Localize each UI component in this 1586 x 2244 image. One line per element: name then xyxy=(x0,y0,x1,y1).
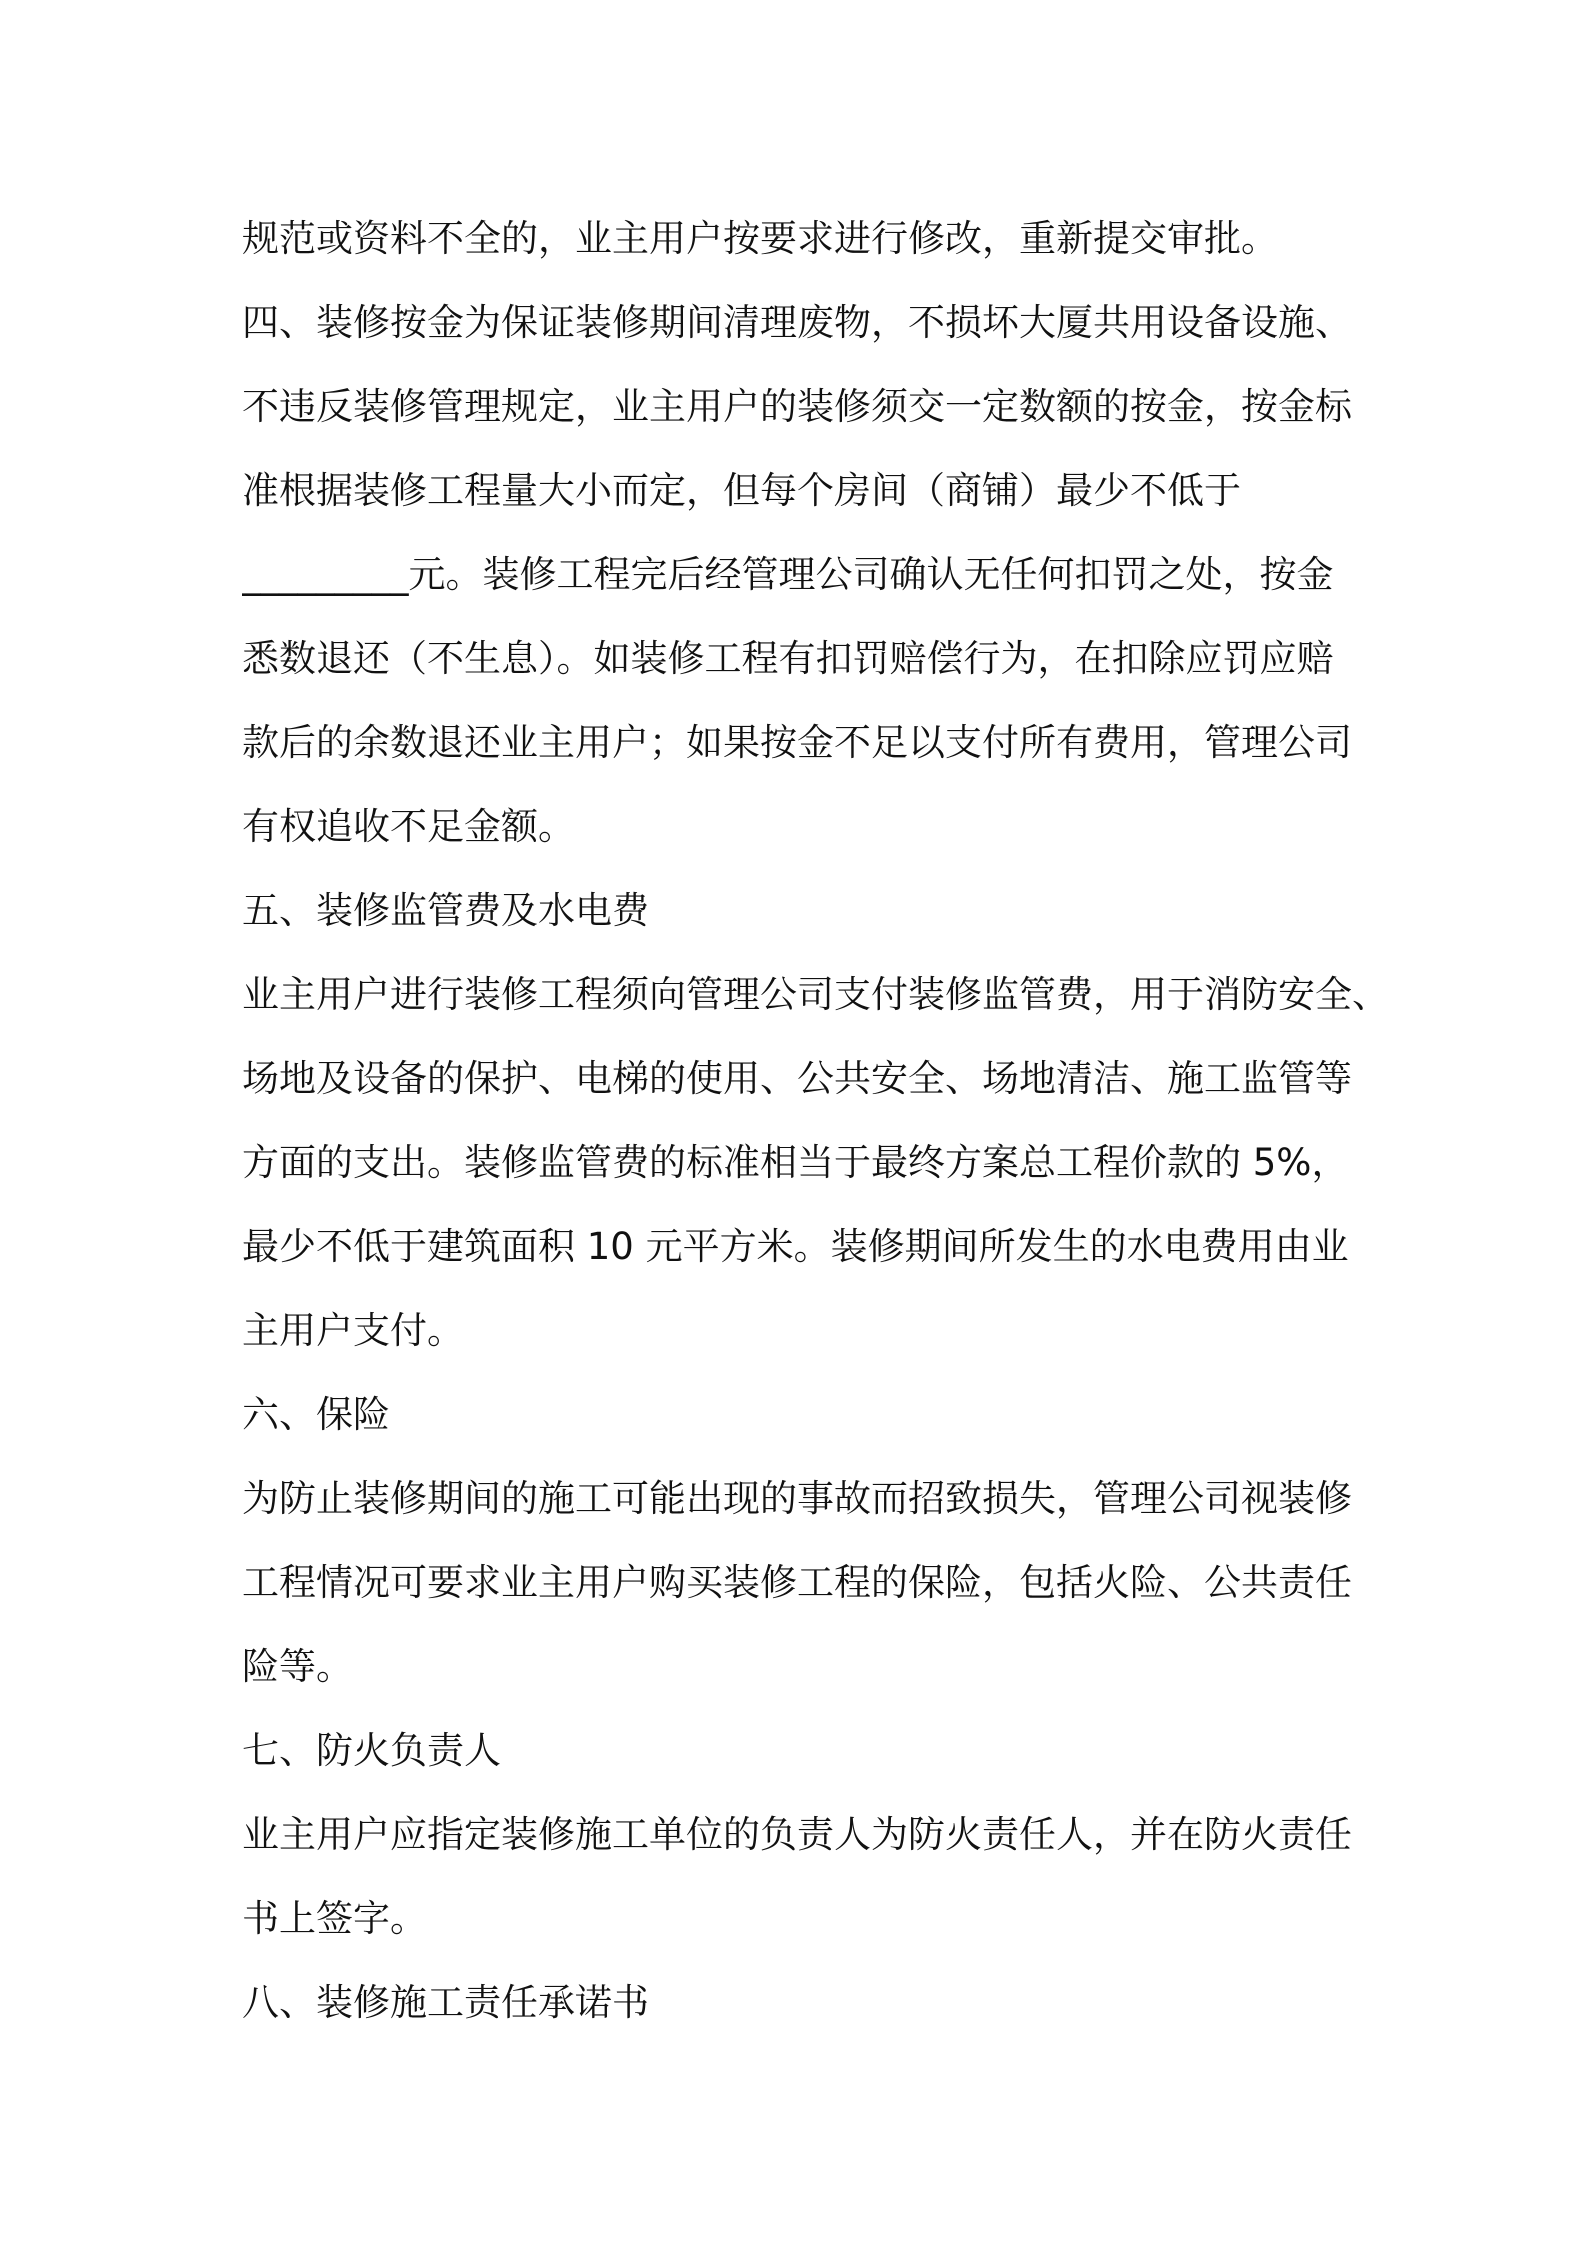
text-line: 有权追收不足金额。 xyxy=(242,805,575,848)
text-line: 不违反装修管理规定，业主用户的装修须交一定数额的按金，按金标 xyxy=(242,385,1352,428)
text-line: 准根据装修工程量大小而定，但每个房间（商铺）最少不低于 xyxy=(242,469,1241,512)
section-heading-8: 八、装修施工责任承诺书 xyxy=(242,1981,649,2024)
document-body xyxy=(242,197,1392,2045)
section-heading-5: 五、装修监管费及水电费 xyxy=(242,889,649,932)
section-heading-7: 七、防火负责人 xyxy=(242,1729,501,1772)
text-line: 款后的余数退还业主用户；如果按金不足以支付所有费用，管理公司 xyxy=(242,721,1352,764)
text-line: 业主用户应指定装修施工单位的负责人为防火责任人，并在防火责任 xyxy=(242,1813,1352,1856)
text-line: 业主用户进行装修工程须向管理公司支付装修监管费，用于消防安全、 xyxy=(242,973,1389,1016)
text-line: 方面的支出。装修监管费的标准相当于最终方案总工程价款的 5%， xyxy=(242,1141,1349,1184)
text-line: 险等。 xyxy=(242,1645,353,1688)
section-heading-4: 四、装修按金为保证装修期间清理废物，不损坏大厦共用设备设施、 xyxy=(242,301,1352,344)
text-line: 规范或资料不全的，业主用户按要求进行修改，重新提交审批。 xyxy=(242,217,1278,260)
text-line: 场地及设备的保护、电梯的使用、公共安全、场地清洁、施工监管等 xyxy=(242,1057,1352,1100)
text-line: 最少不低于建筑面积 10 元平方米。装修期间所发生的水电费用由业 xyxy=(242,1225,1349,1268)
section-heading-6: 六、保险 xyxy=(242,1393,390,1436)
text-line: 书上签字。 xyxy=(242,1897,427,1940)
text-line: _________元。装修工程完后经管理公司确认无任何扣罚之处，按金 xyxy=(242,553,1334,596)
text-line: 为防止装修期间的施工可能出现的事故而招致损失，管理公司视装修 xyxy=(242,1477,1352,1520)
text-line: 悉数退还（不生息）。如装修工程有扣罚赔偿行为，在扣除应罚应赔 xyxy=(242,637,1334,680)
text-line: 主用户支付。 xyxy=(242,1309,464,1352)
text-line: 工程情况可要求业主用户购买装修工程的保险，包括火险、公共责任 xyxy=(242,1561,1352,1604)
